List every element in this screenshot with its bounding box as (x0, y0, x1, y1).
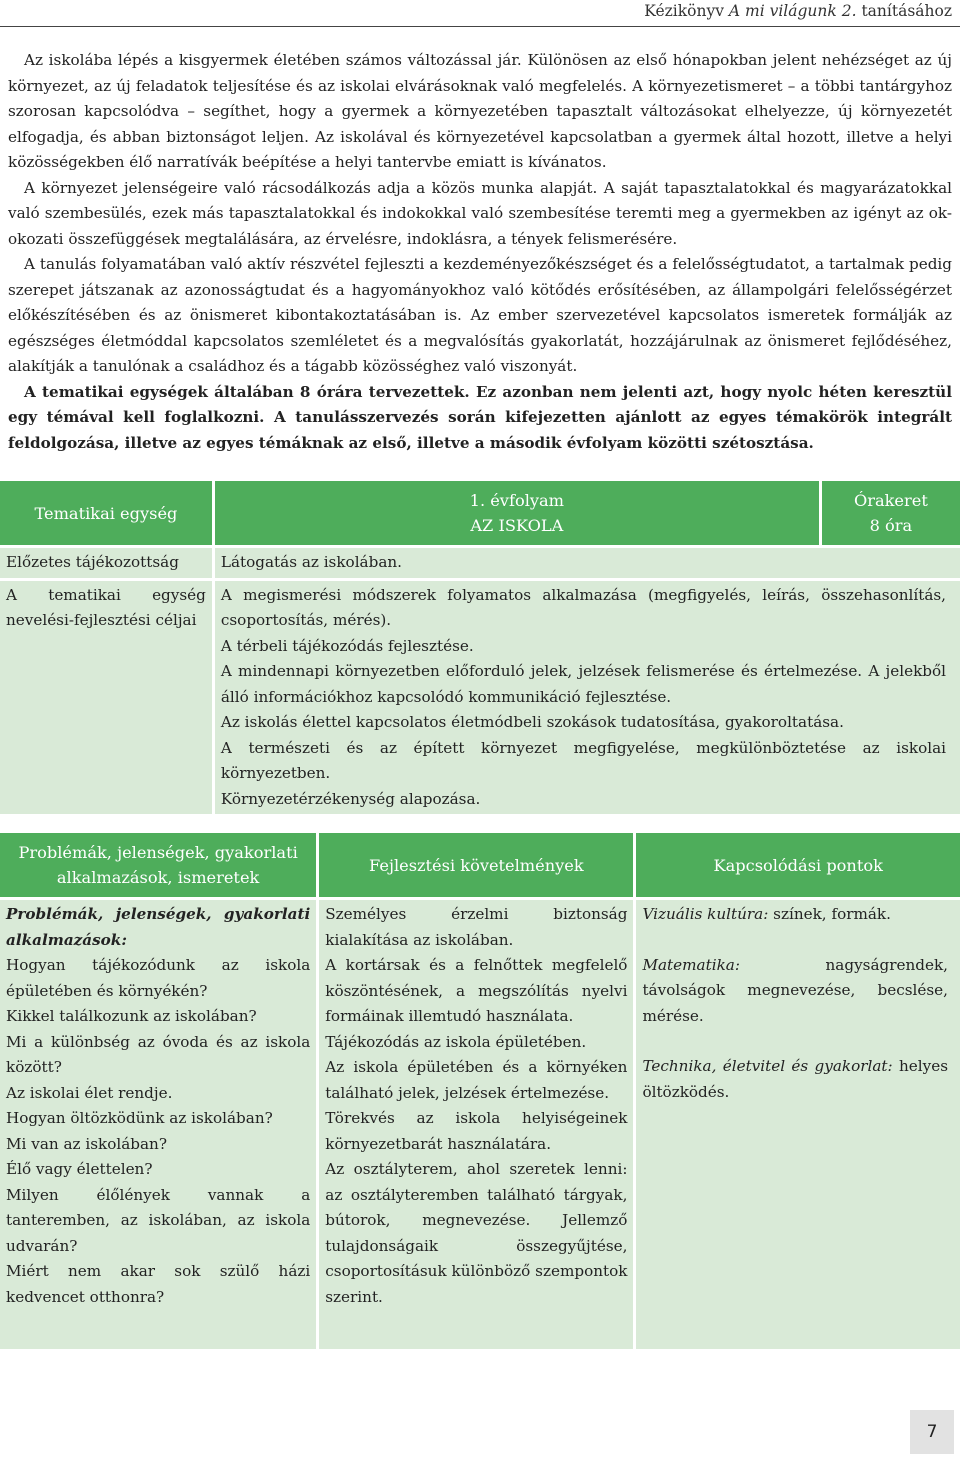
requirement-item: Az iskola épületében és a környéken található jelek, jelzések értelmezése. (325, 1058, 628, 1102)
intro-text (8, 48, 952, 456)
content-table (0, 830, 960, 1352)
problem-item: Hogyan öltözködünk az iskolában? (6, 1109, 273, 1127)
header-rule (0, 26, 960, 27)
running-head-prefix: Kézikönyv (644, 2, 729, 20)
connection-text: helyes öltözködés. (642, 1057, 948, 1101)
problem-item: Milyen élőlények vannak a tanteremben, az iskolában, az iskola udvarán? (6, 1185, 311, 1255)
unit-title: AZ ISKOLA (470, 516, 564, 535)
hours-value: 8 óra (869, 516, 913, 535)
requirement-item: Törekvés az iskola helyiségeinek környezetbarát használatára. (325, 1109, 628, 1153)
connection-subject: Technika, életvitel és gyakorlat: (642, 1057, 893, 1075)
intro-paragraph-2: A környezet jelenségeire való rácsodálkozás adja a közös munka alapját. A saját tapasztalatokkal és magyarázatokkal való szembesülés, ezek más tapasztalatokkal és indokokkal való szembesítése teremti meg a gyermekben az igényt az ok-okozati összefüggések megtalálására, az érvelésre, indoklásra, a tények felismerésére. (8, 178, 952, 248)
goal-item: Az iskolás élettel kapcsolatos életmódbeli szokások tudatosítása, gyakoroltatása. (220, 713, 844, 731)
unit-table (0, 478, 960, 817)
prereq-label: Előzetes tájékozottság (0, 548, 212, 578)
running-head (644, 2, 952, 20)
goals-list (215, 581, 960, 815)
requirements-cell (319, 900, 633, 1349)
hours-label: Órakeret (853, 491, 928, 510)
problems-cell (0, 900, 316, 1349)
grade-label: 1. évfolyam (469, 491, 565, 510)
requirement-item: Az osztályterem, ahol szeretek lenni: az osztályteremben található tárgyak, bútorok, megnevezése. Jellemző tulajdonságaik összegyűjtése, csoportosításuk különböző szempontok szerint. (325, 1160, 628, 1306)
requirement-item: A kortársak és a felnőttek megfelelő köszöntésének, a megszólítás nyelvi formáinak illemtudó használata. (325, 956, 628, 1025)
unit-title-cell (215, 481, 819, 545)
goal-item: A mindennapi környezetben előforduló jelek, jelzések felismerése és értelmezése. A jelekből álló információkhoz kapcsolódó kommunikáció fejlesztése. (220, 662, 946, 706)
problem-item: Mi van az iskolában? (6, 1134, 167, 1153)
connection-item (642, 953, 948, 1030)
goal-item: A természeti és az épített környezet megfigyelése, megkülönböztetése az iskolai környezetben. (220, 738, 946, 782)
problems-subheading: Problémák, jelenségek, gyakorlati alkalmazások: (6, 905, 311, 949)
intro-paragraph-1: Az iskolába lépés a kisgyermek életében számos változással jár. Különösen az első hónapokban jelent nehézséget az új környezet, az új feladatok teljesítése és az iskolai elvárásoknak való megfelelés. A környezetismeret – a többi tantárgyhoz szorosan kapcsolódva – segíthet, hogy a gyermek a környezetében tapasztalt változásokat elhelyezze, új környezetét elfogadja, és abban biztonságot leljen. Az iskolával és környezetével kapcsolatban a gyermek által hozott, illetve a helyi közösségekben élő narratívák beépítése a helyi tantervbe emiatt is kívánatos. (8, 51, 952, 171)
connections-cell (636, 900, 960, 1349)
connection-subject: Matematika: (642, 955, 740, 974)
unit-header-label: Tematikai egység (0, 481, 212, 545)
page-number: 7 (910, 1410, 954, 1454)
intro-paragraph-3: A tanulás folyamatában való aktív részvétel fejleszti a kezdeményezőkészséget és a felelősségtudatot, a tartalmak pedig szerepet játszanak az azonosságtudat és a hagyományokhoz való kötődés erősítésében, az állampolgári felelősségérzet előkészítésében és az önismeret kibontakoztatásában is. Az ember szervezetével kapcsolatos ismeretek formálják az egészséges életmóddal kapcsolatos szemléletet és a megvalósítás gyakorlatát, hozzájárulnak az önismeret fejlődéséhez, alakítják a tanulónak a családhoz és a tágabb közösséghez való viszonyát. (8, 255, 952, 375)
goal-item: Környezetérzékenység alapozása. (220, 789, 481, 808)
running-head-title: A mi világunk 2. (728, 2, 857, 20)
problem-item: Kikkel találkozunk az iskolában? (6, 1007, 257, 1025)
prereq-value: Látogatás az iskolában. (215, 548, 960, 578)
connection-text: színek, formák. (768, 905, 891, 923)
intro-paragraph-4: A tematikai egységek általában 8 órára tervezettek. Ez azonban nem jelenti azt, hogy nyolc héten keresztül egy témával kell foglalkozni. A tanulásszervezés során kifejezetten ajánlott az egyes témakörök integrált feldolgozása, illetve az egyes témáknak az első, illetve a második évfolyam közötti szétosztása. (8, 382, 952, 452)
problem-item: Az iskolai élet rendje. (6, 1083, 173, 1102)
connection-text: nagyságrendek, távolságok megnevezése, becslése, mérése. (642, 955, 948, 1025)
hours-cell (822, 481, 960, 545)
goal-item: A megismerési módszerek folyamatos alkalmazása (megfigyelés, leírás, összehasonlítás, csoportosítás, mérés). (220, 585, 946, 629)
problem-item: Mi a különbség az óvoda és az iskola között? (6, 1032, 311, 1076)
problem-item: Hogyan tájékozódunk az iskola épületében és környékén? (6, 956, 311, 1000)
col2-header: Fejlesztési követelmények (319, 833, 633, 897)
problem-item: Miért nem akar sok szülő házi kedvencet otthonra? (6, 1262, 311, 1306)
requirement-item: Személyes érzelmi biztonság kialakítása az iskolában. (325, 905, 628, 949)
goal-item: A térbeli tájékozódás fejlesztése. (220, 636, 474, 655)
goals-label: A tematikai egység nevelési-fejlesztési céljai (0, 581, 212, 815)
col1-header: Problémák, jelenségek, gyakorlati alkalmazások, ismeretek (0, 833, 316, 897)
col3-header: Kapcsolódási pontok (636, 833, 960, 897)
connection-subject: Vizuális kultúra: (642, 905, 769, 923)
running-head-suffix: tanításához (856, 2, 952, 20)
connection-item (642, 1054, 948, 1105)
connection-item (642, 902, 948, 928)
problem-item: Élő vagy élettelen? (6, 1160, 153, 1178)
requirement-item: Tájékozódás az iskola épületében. (325, 1032, 587, 1051)
